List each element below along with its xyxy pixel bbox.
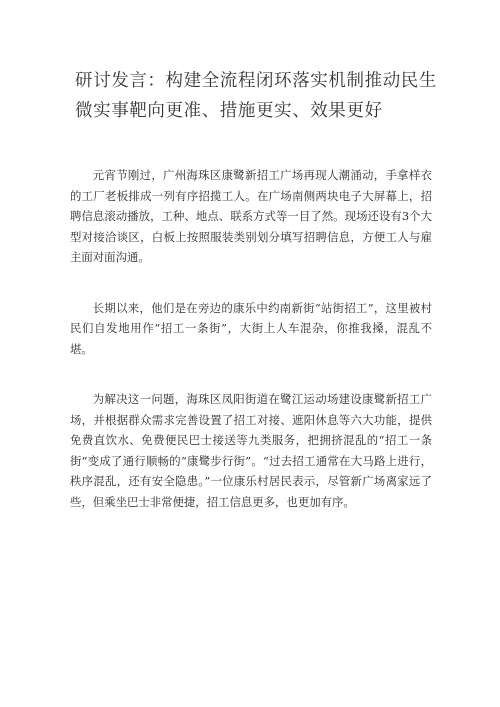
- paragraph-2: 长期以来，他们是在旁边的康乐中约南新街“站街招工”，这里被村民们自发地用作“招工一条街”，大街上人车混杂，你推我搡，混乱不堪。: [70, 300, 432, 356]
- paragraph-3: 为解决这一问题，海珠区凤阳街道在鹭江运动场建设康鹭新招工广场，并根据群众需求完善设置了招工对接、遮阳休息等六大功能，提供免费直饮水、免费便民巴士接送等九类服务，把拥挤混乱的“招工一条街”变成了通行顺畅的“康鹭步行街”。“过去招工通常在大马路上进行，秩序混乱，还有安全隐患。”一位康乐村居民表示，尽管新广场离家远了些，但乘坐巴士非常便捷，招工信息更多，也更加有序。: [70, 392, 432, 509]
- article-title: 研讨发言：构建全流程闭环落实机制推动民生微实事靶向更准、措施更实、效果更好: [75, 71, 437, 121]
- article-body: [70, 165, 432, 542]
- paragraph-1: 元宵节刚过，广州海珠区康鹭新招工广场再现人潮涌动，手拿样衣的工厂老板排成一列有序招揽工人。在广场南侧两块电子大屏幕上，招聘信息滚动播放，工种、地点、联系方式等一目了然。现场还设有3个大型对接洽谈区，白板上按照服装类别划分填写招聘信息，方便工人与雇主面对面沟通。: [70, 168, 432, 264]
